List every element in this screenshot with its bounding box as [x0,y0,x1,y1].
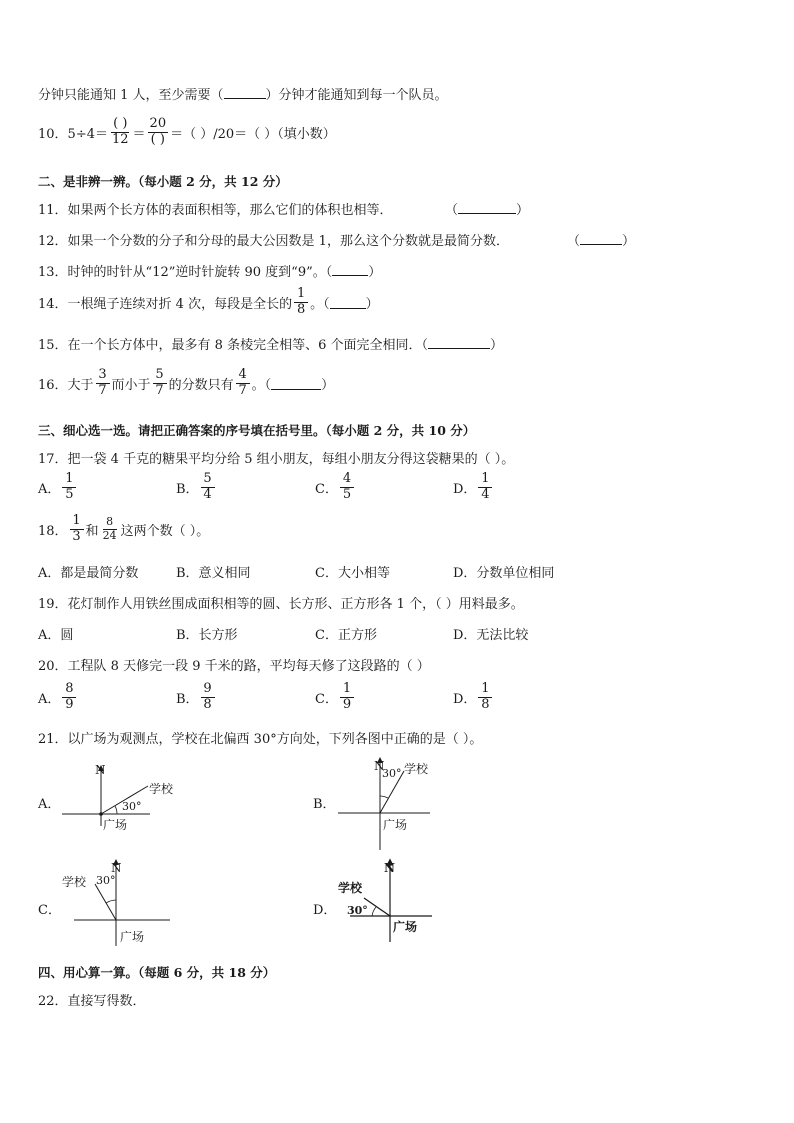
north-label: N [95,763,106,777]
angle-arc [380,796,388,798]
q19-option-a[interactable]: A．圆 [38,628,74,643]
q11-paren-close: ） [516,203,530,218]
north-label: N [384,861,395,875]
q16-fraction-3 [236,368,250,399]
q14-answer-blank[interactable] [330,296,366,309]
q18-fraction-2 [101,516,119,542]
q9-text-1: 分钟只能通知 1 人，至少需要（ [38,88,224,103]
q19-line: 19．花灯制作人用铁丝围成面积相等的圆、长方形、正方形各 1 个，（ ）用料最多。 [38,597,524,612]
q21-diagrams [0,750,794,970]
q20-option-d-fraction [478,682,492,713]
q16-fraction-2 [153,368,167,399]
q18-option-a[interactable]: A．都是最简分数 [38,566,139,581]
q13-line [38,261,381,280]
q20-option-b-fraction [201,682,215,713]
q17-option-a-fraction [62,472,76,503]
square-label: 广场 [120,930,145,944]
section-3-heading: 三、细心选一选。请把正确答案的序号填在括号里。（每小题 2 分，共 10 分） [38,423,476,438]
q17-option-d-label: D． [453,481,477,497]
q21-diagram-a[interactable] [62,763,174,832]
q21-diagram-c[interactable] [62,861,170,946]
q10-fraction-1[interactable] [110,117,131,148]
q16-f1-denominator: 7 [98,382,107,398]
q17-option-c-fraction [340,472,354,503]
q16-f2-denominator: 7 [155,382,164,398]
q20-line: 20．工程队 8 天修完一段 9 千米的路，平均每天修了这段路的（ ） [38,659,430,674]
q16-f3-denominator: 7 [238,382,247,398]
q20-option-c-label: C． [315,691,338,707]
angle-arc [115,806,117,814]
q16-line [38,368,334,399]
q18-tail: 这两个数（ ）。 [120,523,210,539]
school-label: 学校 [62,875,87,889]
q17-option-a[interactable] [38,472,78,503]
q14-f-denominator: 8 [296,301,306,317]
q17-option-d[interactable] [453,472,494,503]
q16-paren-close: ） [321,377,335,393]
q14-fraction [294,287,308,318]
section-4-heading: 四、用心算一算。（每题 6 分，共 18 分） [38,965,276,980]
q16-answer-blank[interactable] [271,377,321,390]
q18-f1-denominator: 3 [72,528,81,544]
q10-f1-numerator[interactable]: ( ) [113,116,128,131]
q14-f-numerator: 1 [294,287,308,303]
q9-answer-blank[interactable] [224,86,266,99]
square-label: 广场 [393,920,418,934]
q20-option-b-label: B． [176,691,199,707]
north-label: N [374,759,385,773]
q20-option-c[interactable] [315,682,356,713]
north-label: N [111,861,122,875]
q15-text: 15．在一个长方体中，最多有 8 条棱完全相等、6 个面完全相同．（ [38,338,428,353]
q20-d-denominator: 8 [481,696,490,712]
q20-option-b[interactable] [176,682,217,713]
q17-option-c-label: C． [315,481,338,497]
q18-option-c[interactable]: C．大小相等 [315,566,390,581]
q18-f1-numerator: 1 [70,514,84,530]
q21-option-b-label[interactable]: B． [313,797,336,812]
q12-answer[interactable] [567,230,635,249]
q17-b-denominator: 4 [203,486,212,502]
q17-option-c[interactable] [315,472,356,503]
q20-option-a-fraction [62,682,76,713]
angle-label: 30° [347,904,368,917]
q17-option-b[interactable] [176,472,217,503]
q20-c-numerator: 1 [340,682,354,698]
q20-d-numerator: 1 [478,682,492,698]
q17-option-a-label: A． [38,481,61,497]
school-label: 学校 [149,782,174,796]
angle-label: 30° [96,874,116,887]
q16-f2-numerator: 5 [153,368,167,384]
q20-c-denominator: 9 [342,696,352,712]
angle-arc [106,900,116,903]
q18-option-b[interactable]: B．意义相同 [176,566,251,581]
angle-label: 30° [122,800,142,813]
q11-paren-open: （ [445,203,459,218]
q14-paren-close: ） [365,296,379,312]
q15-answer-blank[interactable] [428,336,490,349]
q15-line [38,334,503,353]
q20-option-c-fraction [340,682,354,713]
q13-answer-blank[interactable] [332,263,368,276]
q17-line: 17．把一袋 4 千克的糖果平均分给 5 组小朋友，每组小朋友分得这袋糖果的（ ）。 [38,452,515,467]
q19-option-d[interactable]: D．无法比较 [453,628,529,643]
q12-paren-open: （ [567,234,581,249]
q10-fraction-2[interactable] [148,117,169,148]
q18-f2-denominator: 24 [102,528,117,542]
q17-a-denominator: 5 [65,486,74,502]
q16-fraction-1 [96,368,110,399]
q21-diagram-b[interactable] [338,759,430,850]
q18-lead: 18． [38,523,68,539]
q19-option-b[interactable]: B．长方形 [176,628,238,643]
q10-f1-denominator: 12 [111,131,129,147]
q20-option-d-label: D． [453,691,477,707]
q20-b-denominator: 8 [203,696,212,712]
q12-line [38,230,509,249]
q17-b-numerator: 5 [201,472,215,488]
q11-answer[interactable] [445,199,529,218]
q20-a-numerator: 8 [62,682,76,698]
q9-tail-line [38,84,448,103]
q16-f1-numerator: 3 [96,368,110,384]
q17-d-denominator: 4 [481,486,490,502]
q10-equals: ＝ [132,126,146,142]
q10-f2-numerator: 20 [149,116,167,131]
school-label: 学校 [404,762,429,776]
q16-f3-numerator: 4 [236,368,250,384]
q14-line [38,287,379,318]
q16-text-1: 16．大于 [38,377,94,393]
q15-paren-close: ） [489,338,503,353]
q16-text-4: 。（ [251,377,272,393]
q17-option-b-label: B． [176,481,199,497]
q17-c-numerator: 4 [340,472,354,488]
angle-arc [372,907,376,916]
q17-a-numerator: 1 [62,472,76,488]
q11-text: 11．如果两个长方体的表面积相等，那么它们的体积也相等． [38,203,393,218]
q10-f2-denominator[interactable]: ( ) [150,131,165,147]
q21-option-a-label[interactable]: A． [38,797,61,812]
q20-option-d[interactable] [453,682,494,713]
school-direction-line [95,884,116,920]
section-2-heading: 二、是非辨一辨。（每小题 2 分，共 12 分） [38,174,288,189]
square-label: 广场 [383,818,408,832]
q13-text: 13．时钟的时针从“12”逆时针旋转 90 度到“9”。（ [38,265,333,280]
q14-tail: 。（ [310,296,330,312]
q12-answer-blank[interactable] [580,232,622,245]
q22-line: 22．直接写得数． [38,994,146,1009]
q17-option-b-fraction [201,472,215,503]
q14-text: 14．一根绳子连续对折 4 次，每段是全长的 [38,296,293,312]
q16-text-3: 的分数只有 [168,377,234,393]
q21-line: 21．以广场为观测点，学校在北偏西 30°方向处，下列各图中正确的是（ ）。 [38,732,483,747]
q10-line [38,117,336,148]
q19-option-c[interactable]: C．正方形 [315,628,377,643]
q18-fraction-1 [70,514,84,545]
q17-option-d-fraction [478,472,492,503]
angle-label: 30° [382,767,402,780]
q10-tail: ＝（ ）/20＝（ ）（填小数） [170,126,336,142]
q11-line [38,199,393,218]
school-label: 学校 [338,881,363,895]
q20-option-a-label: A． [38,691,61,707]
q17-d-numerator: 1 [478,472,492,488]
q20-option-a[interactable] [38,682,78,713]
q18-f2-numerator: 8 [103,516,117,530]
q21-option-c-label[interactable]: C． [38,903,61,918]
q17-c-denominator: 5 [342,486,352,502]
q20-b-numerator: 9 [201,682,215,698]
q18-mid: 和 [85,523,99,539]
school-direction-line [364,898,390,916]
q18-option-d[interactable]: D．分数单位相同 [453,566,555,581]
q13-paren-close: ） [368,265,382,280]
q18-line [38,514,209,545]
q20-a-denominator: 9 [65,696,74,712]
q21-diagram-d[interactable] [338,861,432,942]
q9-text-2: ）分钟才能通知到每一个队员。 [265,88,448,103]
q12-paren-close: ） [622,234,636,249]
q10-lead: 10．5÷4＝ [38,126,108,142]
q11-answer-blank[interactable] [458,201,516,214]
q16-text-2: 而小于 [111,377,151,393]
square-label: 广场 [103,818,128,832]
q12-text: 12．如果一个分数的分子和分母的最大公因数是 1，那么这个分数就是最简分数． [38,234,509,249]
q21-option-d-label[interactable]: D． [313,903,337,918]
